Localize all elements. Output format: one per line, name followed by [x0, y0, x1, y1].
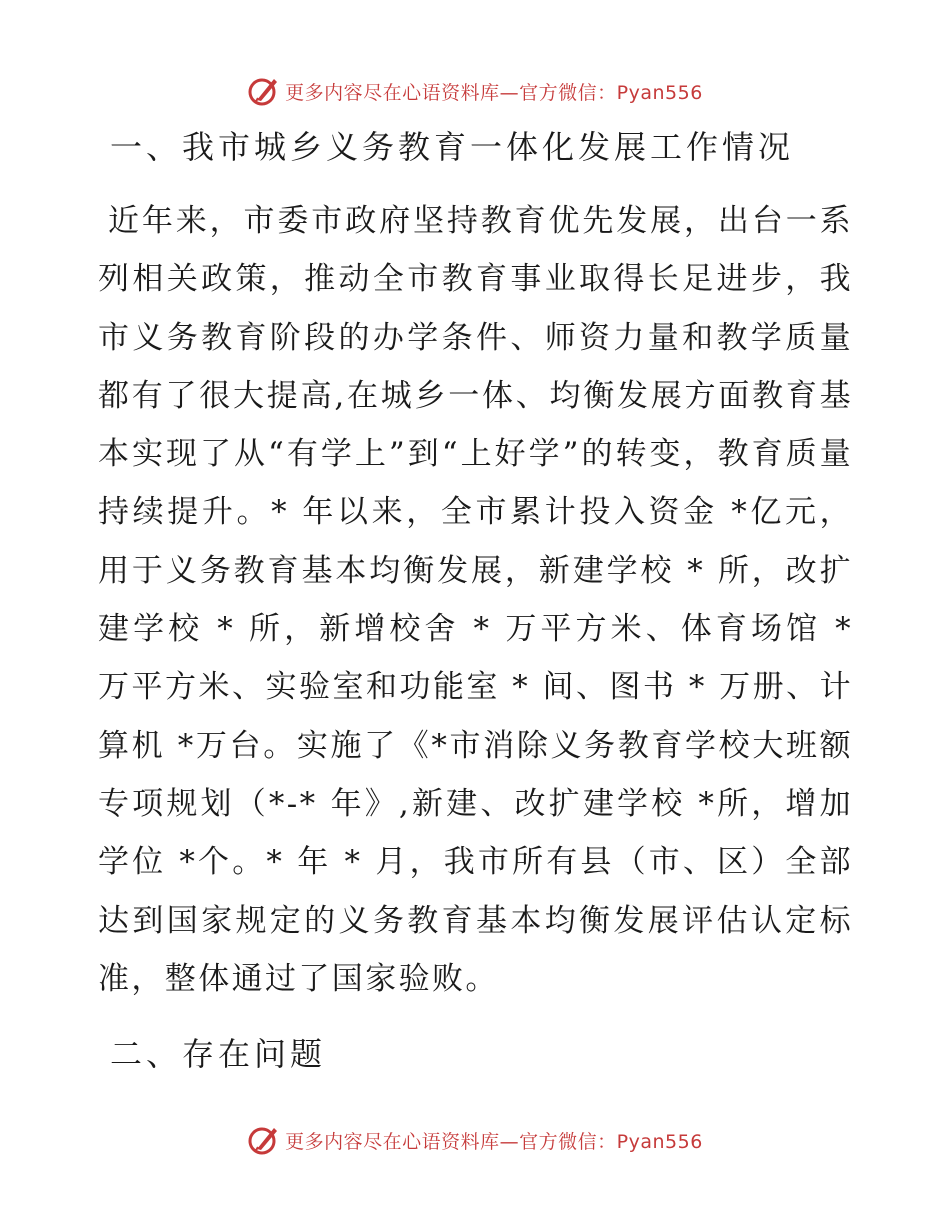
footer-banner [0, 1120, 950, 1160]
section-heading-2: 二、存在问题 [110, 1035, 327, 1073]
quill-pen-circle-logo-icon [247, 74, 281, 108]
header-banner [0, 71, 950, 111]
body-paragraph: 近年来，市委市政府坚持教育优先发展，出台一系列相关政策，推动全市教育事业取得长足进步，我市义务教育阶段的办学条件、师资力量和教学质量都有了很大提高,在城乡一体、均衡发展方面教育基本实现了从“有学上”到“上好学”的转变，教育质量持续提升。* 年以来，全市累计投入资金 *亿元，用于义务教育基本均衡发展，新建学校 * 所，改扩建学校 * 所，新增校舍 * 万平方米、体育场馆 * 万平方米、实验室和功能室 * 间、图书 * 万册、计算机 *万台。实施了《*市消除义务教育学校大班额专项规划（*-* 年》,新建、改扩建学校 *所，增加学位 *个。* 年 * 月，我市所有县（市、区）全部达到国家规定的义务教育基本均衡发展评估认定标准，整体通过了国家验败。 [98, 203, 853, 997]
quill-pen-circle-logo-icon [247, 1123, 281, 1157]
banner-text: 更多内容尽在心语资料库—官方微信：Pyan556 [285, 81, 703, 104]
section-heading-1: 一、我市城乡义务教育一体化发展工作情况 [110, 128, 795, 166]
banner-text: 更多内容尽在心语资料库—官方微信：Pyan556 [285, 1130, 703, 1153]
